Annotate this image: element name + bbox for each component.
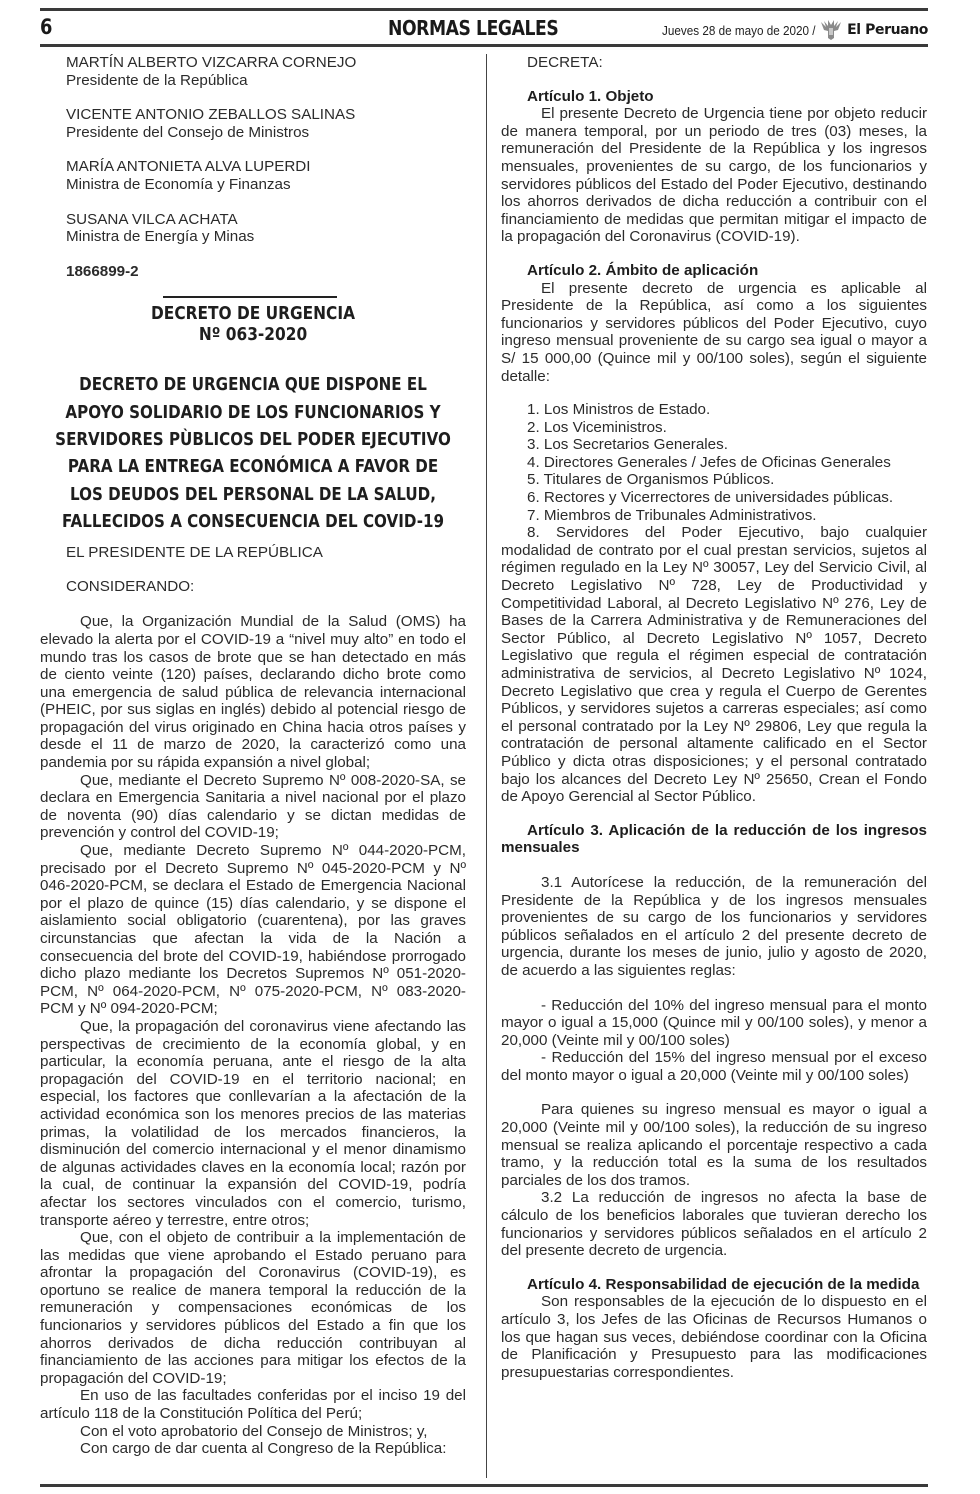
signer-role: Ministra de Economía y Finanzas (66, 175, 291, 193)
section-title: NORMAS LEGALES (388, 16, 559, 40)
article-3-title: Artículo 3. Aplicación de la reducción de los ingresos mensuales (501, 821, 927, 857)
brand-name: El Peruano (847, 22, 928, 38)
signer-role: Presidente de la República (66, 71, 248, 89)
decree-title-line: APOYO SOLIDARIO DE LOS FUNCIONARIOS Y (65, 402, 441, 423)
consideration-paragraph: Que, con el objeto de contribuir a la implementación de las medidas que viene aprobando el Estado peruano para afrontar la propagación del Coronavirus (COVID-19), es oportuno se realice de manera temporal la reducción de la remuneración y compensaciones económicas de los funcionarios y servidores públicos del Estado a fin que los ahorros derivados de dicha reducción contribuyan al financiamiento de las acciones para mitigar los efectos de la propagación del COVID-19; (40, 1229, 466, 1387)
list-item: 4. Directores Generales / Jefes de Oficinas Generales (527, 453, 891, 471)
signer-role: Presidente del Consejo de Ministros (66, 123, 310, 141)
article-1-body: El presente Decreto de Urgencia tiene por objeto reducir de manera temporal, por un periodo de tres (03) meses, la remuneración del Presidente de la República y los ingresos mensuales, provenientes de su cargo, de los funcionarios y servidores públicos del Estado del Poder Ejecutivo, destinando los ahorros derivados de dicha reducción a contribuir con el financiamiento de medidas que permitan mitigar el impacto de la propagación del Coronavirus (COVID-19). (501, 105, 927, 246)
list-item: 6. Rectores y Vicerrectores de universidades públicas. (527, 489, 894, 507)
decree-title-line: PARA LA ENTREGA ECONÓMICA A FAVOR DE (67, 457, 439, 478)
signer-name: MARÍA ANTONIETA ALVA LUPERDI (66, 158, 311, 176)
article-3-tranche-note: Para quienes su ingreso mensual es mayor o igual a 20,000 (Veinte mil y 00/100 soles), la reducción de su ingreso mensual se realiza aplicando el porcentaje respectivo a cada tramo, y la reducción total es la suma de los resultados parciales de los dos tramos. (501, 1101, 927, 1189)
reference-number: 1866899-2 (66, 262, 139, 280)
consideration-paragraph: En uso de las facultades conferidas por el inciso 19 del artículo 118 de la Constitución Política del Perú; (40, 1387, 466, 1423)
article-3-rule-15-percent: - Reducción del 15% del ingreso mensual por el exceso del monto mayor o igual a 20,000 (Veinte mil y 00/100 soles) (501, 1049, 927, 1084)
signer-name: MARTÍN ALBERTO VIZCARRA CORNEJO (66, 54, 357, 71)
decree-title (44, 372, 462, 536)
header-top-rule (40, 8, 928, 11)
article-4-body: Son responsables de la ejecución de lo dispuesto en el artículo 3, los Jefes de las Oficinas de Recursos Humanos o los que hagan sus veces, debiéndose coordinar con la Oficina de Planificación y Presupuesto para las modificaciones presupuestarias correspondientes. (501, 1293, 927, 1381)
decree-heading-type: DECRETO DE URGENCIA (151, 304, 355, 325)
signer-block (66, 211, 466, 246)
decree-separator-rule (163, 296, 337, 298)
consideration-paragraph: Que, la Organización Mundial de la Salud (OMS) ha elevado la alerta por el COVID-19 a “nivel muy alto” en todo el mundo tras los casos de brote que se han detectado en más de ciento veinte (120) países, declarando dicho brote como una emergencia de salud pública de relevancia internacional (PHEIC, por sus siglas en inglés) debido al potencial riesgo de propagación del virus originado en China hacia otros países y desde el 11 de marzo de 2020, la caracterizó como una pandemia por su rápida expansión a nivel global; (40, 613, 466, 772)
issuer-line: EL PRESIDENTE DE LA REPÚBLICA (66, 544, 323, 562)
decree-title-line: DECRETO DE URGENCIA QUE DISPONE EL (79, 375, 427, 396)
right-column (501, 54, 927, 1381)
article-2-title: Artículo 2. Ámbito de aplicación (527, 261, 759, 279)
decreta-label: DECRETA: (527, 54, 603, 71)
article-2-list (501, 401, 927, 806)
list-item: 8. Servidores del Poder Ejecutivo, bajo cualquier modalidad de contrato por el cual prestan servicios, sujetos al régimen regulado en la Ley Nº 30057, Ley del Servicio Civil, al Decreto Legislativo Nº 728, Ley de Productividad y Competitividad Laboral, al Decreto Legislativo Nº 276, Ley de Bases de la Carrera Administrativa y de Remuneraciones del Sector Público, al Decreto Legislativo Nº 1057, Decreto Legislativo que regula el régimen especial de contratación administrativa de servicios, al Decreto Legislativo Nº 1024, Decreto Legislativo que crea y regula el Cuerpo de Gerentes Públicos, y servidores sujetos a carreras especiales; así como el personal contratado por la Ley Nº 29806, Ley que regula la contratación de personal altamente calificado en el Sector Público y dicta otras disposiciones; y el personal contratado bajo los alcances del Decreto Ley Nº 25650, Crean el Fondo de Apoyo Gerencial al Sector Público. (501, 524, 927, 806)
page-number: 6 (40, 15, 53, 39)
spacer (501, 980, 927, 997)
column-divider (486, 54, 487, 1478)
consideration-paragraph: Con el voto aprobatorio del Consejo de Ministros; y, (80, 1422, 428, 1440)
consideration-paragraph: Con cargo de dar cuenta al Congreso de la República: (80, 1440, 447, 1458)
article-3-paragraph-3-2: 3.2 La reducción de ingresos no afecta la base de cálculo de los beneficios laborales que tuvieran derecho los funcionarios y servidores públicos señalados en el artículo 2 del presente decreto de urgencia. (501, 1189, 927, 1260)
decree-heading-number: Nº 063-2020 (198, 325, 308, 346)
decree-title-line: FALLECIDOS A CONSECUENCIA DEL COVID-19 (61, 511, 445, 532)
consideration-paragraph: Que, mediante Decreto Supremo Nº 044-2020-PCM, precisado por el Decreto Supremo Nº 045-2020-PCM y Nº 046-2020-PCM, se declara el Estado de Emergencia Nacional por el plazo de quince (15) días calendario, y se dispone el aislamiento social obligatorio (cuarentena), por las graves circunstancias que afectan la vida de la Nación a consecuencia del brote del COVID-19, habiéndose prorrogado dicho plazo mediante los Decretos Supremos Nº 051-2020-PCM, Nº 064-2020-PCM, Nº 075-2020-PCM, Nº 083-2020-PCM y Nº 094-2020-PCM; (40, 842, 466, 1018)
publication-date: Jueves 28 de mayo de 2020 / (661, 22, 816, 38)
list-item: 3. Los Secretarios Generales. (527, 436, 728, 454)
signer-name: VICENTE ANTONIO ZEBALLOS SALINAS (66, 106, 356, 124)
list-item: 5. Titulares de Organismos Públicos. (527, 471, 775, 489)
consideration-paragraph: Que, la propagación del coronavirus viene afectando las perspectivas de crecimiento de la economía global, y en particular, la economía peruana, ante el riesgo de la alta propagación del COVID-19 en el territorio nacional; en especial, los factores que conllevarían a la afectación de la actividad económica son los menores precios de las materias primas, la volatilidad de los mercados financieros, la disminución del comercio internacional y el menor dinamismo de algunas actividades claves en la economía local; razón por la cual, de continuar la expansión del COVID-19, podría afectar los sectores vinculados con el comercio, turismo, transporte aéreo y terrestre, entre otros; (40, 1017, 466, 1229)
considering-label: CONSIDERANDO: (66, 577, 195, 595)
spacer (501, 857, 927, 874)
article-1-title: Artículo 1. Objeto (527, 87, 654, 105)
article-2-body: El presente decreto de urgencia es aplicable al Presidente de la República, así como a los siguientes funcionarios y servidores públicos del Poder Ejecutivo, cuyo ingreso mensual proveniente de su cargo sea igual o mayor a S/ 15 000,00 (Quince mil y 00/100 soles), según el siguiente detalle: (501, 279, 927, 385)
decree-heading (66, 304, 441, 346)
signer-name: SUSANA VILCA ACHATA (66, 210, 238, 228)
list-item: 1. Los Ministros de Estado. (527, 401, 711, 419)
article-4-title: Artículo 4. Responsabilidad de ejecución de la medida (527, 1275, 920, 1293)
article-3-rule-10-percent: - Reducción del 10% del ingreso mensual para el monto mayor o igual a 15,000 (Quince mil y 00/100 soles), y menor a 20,000 (Veinte mil y 00/100 soles) (501, 996, 927, 1049)
coat-of-arms-icon (819, 19, 843, 41)
header-bottom-rule (40, 44, 928, 47)
decree-title-line: LOS DEUDOS DEL PERSONAL DE LA SALUD, (70, 484, 436, 505)
masthead (645, 19, 928, 41)
list-item: 7. Miembros de Tribunales Administrativos. (527, 506, 817, 524)
signer-block (66, 106, 466, 141)
signer-role: Ministra de Energía y Minas (66, 228, 255, 246)
left-column (40, 54, 466, 1458)
consideration-paragraph: Que, mediante el Decreto Supremo Nº 008-2020-SA, se declara en Emergencia Sanitaria a nivel nacional por el plazo de noventa (90) días calendario y se dictan medidas de prevención y control del COVID-19; (40, 771, 466, 842)
spacer (501, 1084, 927, 1101)
article-3-paragraph-3-1: 3.1 Autorícese la reducción, de la remuneración del Presidente de la República y de los ingresos mensuales provenientes de su cargo de los funcionarios y servidores públicos señalados en el artículo 2 del presente decreto de urgencia, durante los meses de junio, julio y agosto de 2020, de acuerdo a las siguientes reglas: (501, 873, 927, 979)
signer-block (66, 54, 466, 89)
signer-block (66, 158, 466, 193)
list-item: 2. Los Viceministros. (527, 418, 667, 436)
decree-title-line: SERVIDORES PÙBLICOS DEL PODER EJECUTIVO (55, 429, 451, 450)
footer-rule (40, 1484, 928, 1487)
